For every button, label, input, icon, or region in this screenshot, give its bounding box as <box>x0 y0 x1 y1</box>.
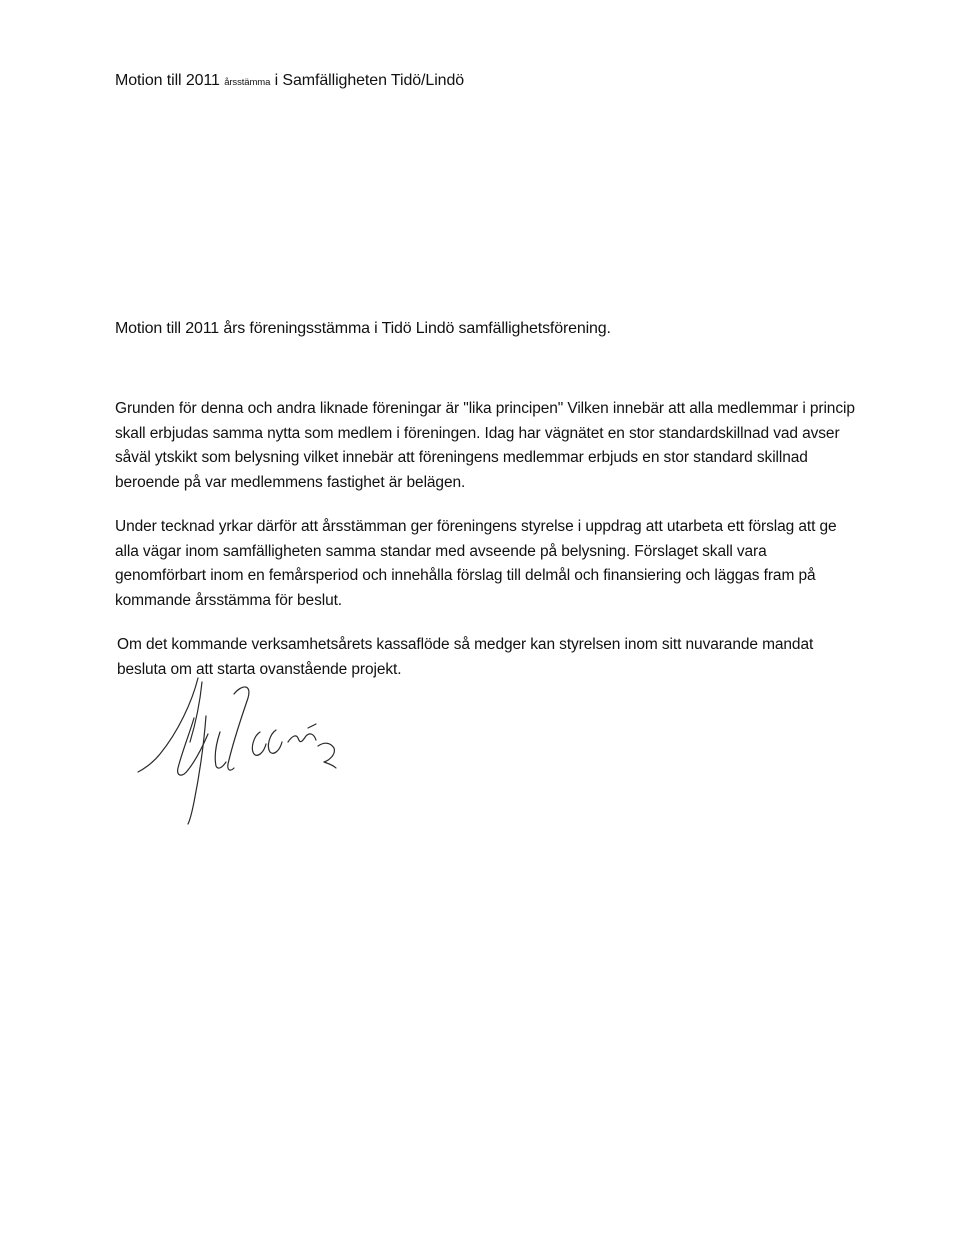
header-small-word: årsstämma <box>224 77 271 88</box>
paragraph-mandate: Om det kommande verksamhetsårets kassaflöde så medger kan styrelsen inom sitt nuvarande mandat besluta om att starta ovanstående projekt. <box>117 636 814 678</box>
header-prefix: Motion till 2011 <box>115 72 225 89</box>
header-suffix: i Samfälligheten Tidö/Lindö <box>270 72 465 89</box>
signature-strokes <box>138 678 336 824</box>
paragraph-principle: Grunden för denna och andra liknade föreningar är "lika principen" Vilken innebär att alla medlemmar i princip skall erbjudas samma nytta som medlem i föreningen. Idag har vägnätet en stor standardskillnad vad avser såväl ytskikt som belysning vilket innebär att föreningens medlemmar erbjuds en stor standard skillnad beroende på var medlemmens fastighet är belägen. <box>115 400 855 491</box>
motion-subject: Motion till 2011 års föreningsstämma i Tidö Lindö samfällighetsförening. <box>115 320 611 337</box>
handwritten-signature <box>130 672 370 832</box>
paragraph-proposal: Under tecknad yrkar därför att årsstämman ger föreningens styrelse i uppdrag att utarbeta ett förslag att ge alla vägar inom samfälligheten samma standar med avseende på belysning. Förslaget skall vara genomförbart inom en femårsperiod och innehålla förslag till delmål och finansiering och läggas fram på kommande årsstämma för beslut. <box>115 518 837 609</box>
header-line <box>115 72 464 90</box>
